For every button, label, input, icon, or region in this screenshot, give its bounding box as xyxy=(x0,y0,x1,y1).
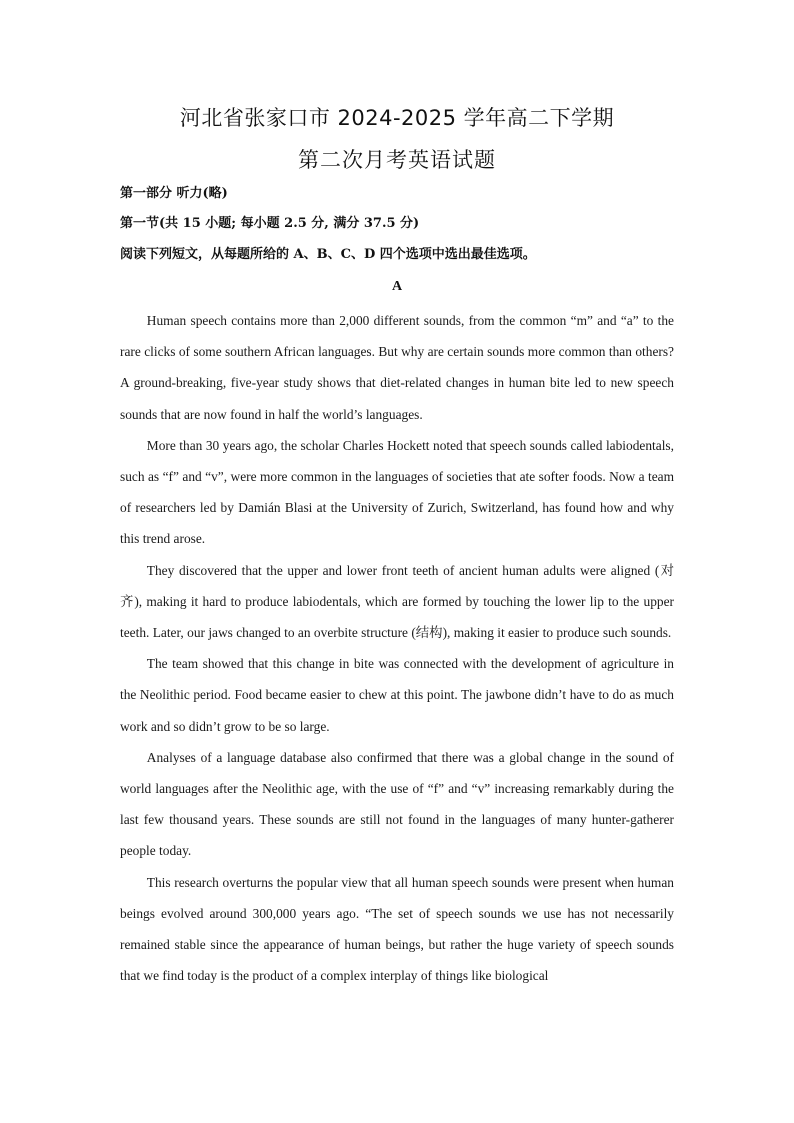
passage-body xyxy=(120,305,674,991)
paragraph: The team showed that this change in bite was connected with the development of agriculture in the Neolithic period. Food became easier to chew at this point. The jawbone didn’t have to do as much work and so didn’t grow to be so large. xyxy=(120,656,674,734)
exam-title-line2: 第二次月考英语试题 xyxy=(298,148,496,172)
paragraph: More than 30 years ago, the scholar Charles Hockett noted that speech sounds called labiodentals, such as “f” and “v”, were more common in the languages of societies that ate softer foods. Now a team of researchers led by Damián Blasi at the University of Zurich, Switzerland, has found how and why this trend arose. xyxy=(120,437,674,547)
exam-title-line1: 河北省张家口市 2024-2025 学年高二下学期 xyxy=(179,106,615,130)
paragraph: Human speech contains more than 2,000 different sounds, from the common “m” and “a” to the rare clicks of some southern African languages. But why are certain sounds more common than others? A ground-breaking, five-year study shows that diet-related changes in human bite led to new speech sounds that are now found in half the world’s languages. xyxy=(120,313,674,422)
passage-label: A xyxy=(391,279,403,294)
part-heading: 第一部分 听力(略) xyxy=(120,186,228,201)
paragraph: This research overturns the popular view that all human speech sounds were present when human beings evolved around 300,000 years ago. “The set of speech sounds we use has not necessarily remained stable since the appearance of human beings, but rather the huge variety of speech sounds that we find today is the product of a complex interplay of things like biological xyxy=(120,874,674,984)
instruction-text: 阅读下列短文，从每题所给的 A、B、C、D 四个选项中选出最佳选项。 xyxy=(120,247,536,262)
paragraph: They discovered that the upper and lower front teeth of ancient human adults were aligned (对齐), making it hard to produce labiodentals, which are formed by touching the lower lip to the upper teeth. Later, our jaws changed to an overbite structure (结构), making it easier to produce such sounds. xyxy=(120,562,674,641)
section-heading: 第一节(共 15 小题; 每小题 2.5 分, 满分 37.5 分) xyxy=(120,216,420,231)
paragraph: Analyses of a language database also confirmed that there was a global change in the sound of world languages after the Neolithic age, with the use of “f” and “v” increasing remarkably during the last few thousand years. These sounds are still not found in the languages of many hunter-gatherer people today. xyxy=(120,749,674,859)
